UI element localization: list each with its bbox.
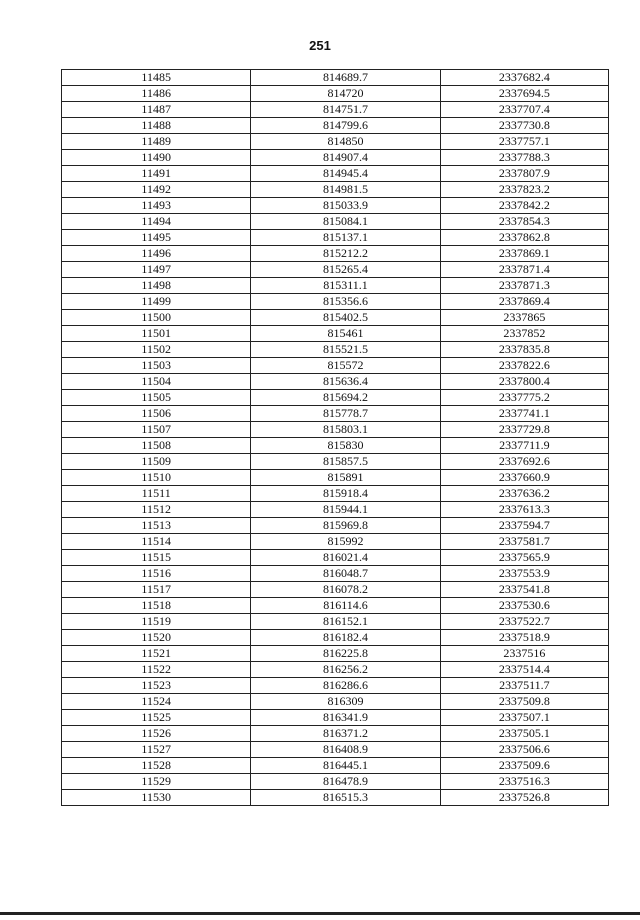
y-coordinate-cell: 2337707.4 — [440, 102, 608, 118]
table-row — [62, 710, 609, 726]
y-coordinate-cell: 2337871.4 — [440, 262, 608, 278]
point-number-cell: 11509 — [62, 454, 251, 470]
table-row — [62, 486, 609, 502]
x-coordinate-cell: 814981.5 — [251, 182, 440, 198]
table-row — [62, 598, 609, 614]
x-coordinate-cell: 816152.1 — [251, 614, 440, 630]
point-number-cell: 11499 — [62, 294, 251, 310]
y-coordinate-cell: 2337807.9 — [440, 166, 608, 182]
y-coordinate-cell: 2337694.5 — [440, 86, 608, 102]
table-row — [62, 150, 609, 166]
x-coordinate-cell: 815636.4 — [251, 374, 440, 390]
point-number-cell: 11504 — [62, 374, 251, 390]
table-row — [62, 134, 609, 150]
table-row — [62, 726, 609, 742]
x-coordinate-cell: 815830 — [251, 438, 440, 454]
y-coordinate-cell: 2337730.8 — [440, 118, 608, 134]
x-coordinate-cell: 816408.9 — [251, 742, 440, 758]
y-coordinate-cell: 2337506.6 — [440, 742, 608, 758]
table-row — [62, 230, 609, 246]
point-number-cell: 11506 — [62, 406, 251, 422]
x-coordinate-cell: 815084.1 — [251, 214, 440, 230]
y-coordinate-cell: 2337522.7 — [440, 614, 608, 630]
point-number-cell: 11496 — [62, 246, 251, 262]
point-number-cell: 11488 — [62, 118, 251, 134]
table-row — [62, 758, 609, 774]
y-coordinate-cell: 2337711.9 — [440, 438, 608, 454]
point-number-cell: 11513 — [62, 518, 251, 534]
x-coordinate-cell: 816256.2 — [251, 662, 440, 678]
x-coordinate-cell: 815033.9 — [251, 198, 440, 214]
point-number-cell: 11508 — [62, 438, 251, 454]
table-row — [62, 278, 609, 294]
point-number-cell: 11493 — [62, 198, 251, 214]
y-coordinate-cell: 2337530.6 — [440, 598, 608, 614]
y-coordinate-cell: 2337865 — [440, 310, 608, 326]
x-coordinate-cell: 816445.1 — [251, 758, 440, 774]
x-coordinate-cell: 815944.1 — [251, 502, 440, 518]
y-coordinate-cell: 2337852 — [440, 326, 608, 342]
point-number-cell: 11523 — [62, 678, 251, 694]
point-number-cell: 11505 — [62, 390, 251, 406]
x-coordinate-cell: 816114.6 — [251, 598, 440, 614]
table-row — [62, 774, 609, 790]
x-coordinate-cell: 815803.1 — [251, 422, 440, 438]
table-row — [62, 454, 609, 470]
table-row — [62, 374, 609, 390]
point-number-cell: 11512 — [62, 502, 251, 518]
y-coordinate-cell: 2337871.3 — [440, 278, 608, 294]
point-number-cell: 11521 — [62, 646, 251, 662]
table-row — [62, 358, 609, 374]
x-coordinate-cell: 815265.4 — [251, 262, 440, 278]
y-coordinate-cell: 2337507.1 — [440, 710, 608, 726]
x-coordinate-cell: 816341.9 — [251, 710, 440, 726]
y-coordinate-cell: 2337862.8 — [440, 230, 608, 246]
x-coordinate-cell: 816371.2 — [251, 726, 440, 742]
y-coordinate-cell: 2337509.6 — [440, 758, 608, 774]
x-coordinate-cell: 815311.1 — [251, 278, 440, 294]
table-row — [62, 566, 609, 582]
table-row — [62, 326, 609, 342]
x-coordinate-cell: 814945.4 — [251, 166, 440, 182]
x-coordinate-cell: 816478.9 — [251, 774, 440, 790]
point-number-cell: 11530 — [62, 790, 251, 806]
x-coordinate-cell: 815461 — [251, 326, 440, 342]
x-coordinate-cell: 815857.5 — [251, 454, 440, 470]
point-number-cell: 11503 — [62, 358, 251, 374]
table-row — [62, 694, 609, 710]
x-coordinate-cell: 814720 — [251, 86, 440, 102]
table-row — [62, 214, 609, 230]
point-number-cell: 11515 — [62, 550, 251, 566]
table-row — [62, 502, 609, 518]
y-coordinate-cell: 2337869.1 — [440, 246, 608, 262]
table-row — [62, 550, 609, 566]
point-number-cell: 11527 — [62, 742, 251, 758]
x-coordinate-cell: 816286.6 — [251, 678, 440, 694]
x-coordinate-cell: 816225.8 — [251, 646, 440, 662]
table-row — [62, 342, 609, 358]
table-row — [62, 534, 609, 550]
table-row — [62, 70, 609, 86]
table-row — [62, 118, 609, 134]
coordinates-table — [61, 69, 609, 806]
y-coordinate-cell: 2337660.9 — [440, 470, 608, 486]
x-coordinate-cell: 815778.7 — [251, 406, 440, 422]
point-number-cell: 11518 — [62, 598, 251, 614]
y-coordinate-cell: 2337800.4 — [440, 374, 608, 390]
y-coordinate-cell: 2337509.8 — [440, 694, 608, 710]
point-number-cell: 11487 — [62, 102, 251, 118]
table-row — [62, 614, 609, 630]
y-coordinate-cell: 2337869.4 — [440, 294, 608, 310]
y-coordinate-cell: 2337518.9 — [440, 630, 608, 646]
table-row — [62, 262, 609, 278]
table-row — [62, 390, 609, 406]
x-coordinate-cell: 816078.2 — [251, 582, 440, 598]
table-row — [62, 742, 609, 758]
table-row — [62, 310, 609, 326]
table-row — [62, 422, 609, 438]
point-number-cell: 11525 — [62, 710, 251, 726]
point-number-cell: 11511 — [62, 486, 251, 502]
point-number-cell: 11516 — [62, 566, 251, 582]
y-coordinate-cell: 2337516.3 — [440, 774, 608, 790]
table-row — [62, 790, 609, 806]
y-coordinate-cell: 2337581.7 — [440, 534, 608, 550]
point-number-cell: 11497 — [62, 262, 251, 278]
point-number-cell: 11486 — [62, 86, 251, 102]
table-row — [62, 198, 609, 214]
table-row — [62, 182, 609, 198]
y-coordinate-cell: 2337682.4 — [440, 70, 608, 86]
x-coordinate-cell: 814907.4 — [251, 150, 440, 166]
x-coordinate-cell: 815992 — [251, 534, 440, 550]
y-coordinate-cell: 2337636.2 — [440, 486, 608, 502]
y-coordinate-cell: 2337842.2 — [440, 198, 608, 214]
table-row — [62, 246, 609, 262]
y-coordinate-cell: 2337729.8 — [440, 422, 608, 438]
table-row — [62, 102, 609, 118]
x-coordinate-cell: 816515.3 — [251, 790, 440, 806]
table-row — [62, 646, 609, 662]
point-number-cell: 11517 — [62, 582, 251, 598]
x-coordinate-cell: 815356.6 — [251, 294, 440, 310]
y-coordinate-cell: 2337788.3 — [440, 150, 608, 166]
point-number-cell: 11507 — [62, 422, 251, 438]
y-coordinate-cell: 2337757.1 — [440, 134, 608, 150]
point-number-cell: 11520 — [62, 630, 251, 646]
y-coordinate-cell: 2337526.8 — [440, 790, 608, 806]
y-coordinate-cell: 2337775.2 — [440, 390, 608, 406]
point-number-cell: 11514 — [62, 534, 251, 550]
table-row — [62, 406, 609, 422]
y-coordinate-cell: 2337565.9 — [440, 550, 608, 566]
point-number-cell: 11495 — [62, 230, 251, 246]
x-coordinate-cell: 816048.7 — [251, 566, 440, 582]
point-number-cell: 11498 — [62, 278, 251, 294]
y-coordinate-cell: 2337823.2 — [440, 182, 608, 198]
y-coordinate-cell: 2337541.8 — [440, 582, 608, 598]
x-coordinate-cell: 814799.6 — [251, 118, 440, 134]
table-row — [62, 582, 609, 598]
y-coordinate-cell: 2337741.1 — [440, 406, 608, 422]
x-coordinate-cell: 815694.2 — [251, 390, 440, 406]
point-number-cell: 11522 — [62, 662, 251, 678]
y-coordinate-cell: 2337835.8 — [440, 342, 608, 358]
x-coordinate-cell: 815137.1 — [251, 230, 440, 246]
x-coordinate-cell: 814751.7 — [251, 102, 440, 118]
point-number-cell: 11524 — [62, 694, 251, 710]
point-number-cell: 11489 — [62, 134, 251, 150]
x-coordinate-cell: 814850 — [251, 134, 440, 150]
y-coordinate-cell: 2337822.6 — [440, 358, 608, 374]
point-number-cell: 11528 — [62, 758, 251, 774]
table-row — [62, 662, 609, 678]
point-number-cell: 11529 — [62, 774, 251, 790]
y-coordinate-cell: 2337692.6 — [440, 454, 608, 470]
point-number-cell: 11500 — [62, 310, 251, 326]
table-row — [62, 518, 609, 534]
x-coordinate-cell: 816309 — [251, 694, 440, 710]
point-number-cell: 11492 — [62, 182, 251, 198]
table-row — [62, 294, 609, 310]
point-number-cell: 11501 — [62, 326, 251, 342]
y-coordinate-cell: 2337514.4 — [440, 662, 608, 678]
bottom-rule — [0, 912, 640, 915]
x-coordinate-cell: 815969.8 — [251, 518, 440, 534]
x-coordinate-cell: 815891 — [251, 470, 440, 486]
page-number: 251 — [309, 38, 331, 53]
point-number-cell: 11526 — [62, 726, 251, 742]
y-coordinate-cell: 2337594.7 — [440, 518, 608, 534]
x-coordinate-cell: 815402.5 — [251, 310, 440, 326]
x-coordinate-cell: 816021.4 — [251, 550, 440, 566]
y-coordinate-cell: 2337511.7 — [440, 678, 608, 694]
coordinates-table-body — [62, 70, 609, 806]
table-row — [62, 678, 609, 694]
y-coordinate-cell: 2337516 — [440, 646, 608, 662]
point-number-cell: 11490 — [62, 150, 251, 166]
table-row — [62, 470, 609, 486]
x-coordinate-cell: 815918.4 — [251, 486, 440, 502]
y-coordinate-cell: 2337553.9 — [440, 566, 608, 582]
table-row — [62, 438, 609, 454]
x-coordinate-cell: 816182.4 — [251, 630, 440, 646]
y-coordinate-cell: 2337854.3 — [440, 214, 608, 230]
point-number-cell: 11502 — [62, 342, 251, 358]
point-number-cell: 11485 — [62, 70, 251, 86]
table-row — [62, 166, 609, 182]
x-coordinate-cell: 814689.7 — [251, 70, 440, 86]
point-number-cell: 11510 — [62, 470, 251, 486]
table-row — [62, 86, 609, 102]
point-number-cell: 11494 — [62, 214, 251, 230]
x-coordinate-cell: 815572 — [251, 358, 440, 374]
table-row — [62, 630, 609, 646]
point-number-cell: 11491 — [62, 166, 251, 182]
x-coordinate-cell: 815212.2 — [251, 246, 440, 262]
point-number-cell: 11519 — [62, 614, 251, 630]
y-coordinate-cell: 2337505.1 — [440, 726, 608, 742]
y-coordinate-cell: 2337613.3 — [440, 502, 608, 518]
x-coordinate-cell: 815521.5 — [251, 342, 440, 358]
